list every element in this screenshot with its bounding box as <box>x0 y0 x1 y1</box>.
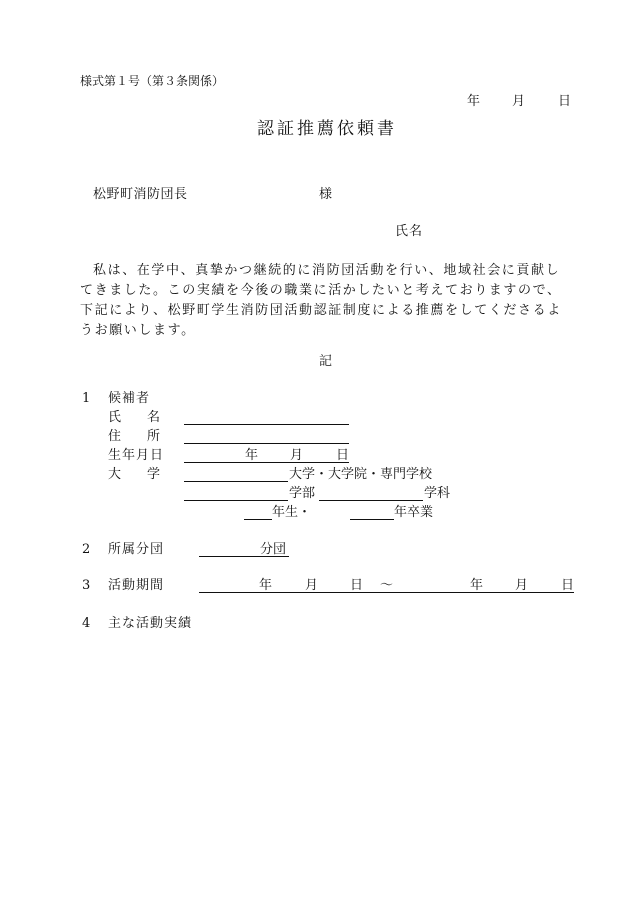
grade-year-line <box>244 519 272 520</box>
addressee-honorific: 様 <box>319 187 333 202</box>
graduation-suffix: 年卒業 <box>394 505 434 520</box>
birth-day-unit: 日 <box>336 448 350 463</box>
form-number: 様式第１号（第３条関係） <box>80 74 225 88</box>
period-start-year-unit: 年 <box>259 578 273 593</box>
applicant-name-label: 氏名 <box>395 224 424 239</box>
note-heading: 記 <box>319 354 333 369</box>
period-end-day-unit: 日 <box>561 578 575 593</box>
request-paragraph: 私は、在学中、真摯かつ継続的に消防団活動を行い、地域社会に貢献してきました。この実績を今後の職業に活かしたいと考えておりますので、下記により、松野町学生消防団活動認証制度による推薦をしてくださるようお願いします。 <box>80 263 562 338</box>
department-suffix: 学科 <box>424 486 451 501</box>
department-line <box>319 500 423 501</box>
section-2-number: 2 <box>82 542 91 557</box>
period-end-year-unit: 年 <box>470 578 484 593</box>
candidate-address-label: 住 所 <box>108 429 161 444</box>
birth-month-unit: 月 <box>290 448 304 463</box>
date-year-label: 年 <box>467 94 481 109</box>
candidate-birthdate-line <box>184 462 349 463</box>
addressee-name: 松野町消防団長 <box>93 187 188 202</box>
period-start-day-unit: 日 <box>350 578 364 593</box>
date-month-label: 月 <box>512 94 526 109</box>
school-type-options: 大学・大学院・専門学校 <box>289 467 433 482</box>
section-1-number: 1 <box>82 391 91 406</box>
section-4-label: 主な活動実績 <box>108 616 193 631</box>
university-name-line <box>184 481 288 482</box>
candidate-name-line <box>184 424 349 425</box>
candidate-university-label: 大 学 <box>108 467 161 482</box>
period-end-month-unit: 月 <box>515 578 529 593</box>
candidate-birthdate-label: 生年月日 <box>108 448 165 463</box>
candidate-address-line <box>184 443 349 444</box>
date-day-label: 日 <box>558 94 572 109</box>
candidate-name-label: 氏 名 <box>108 410 161 425</box>
section-3-label: 活動期間 <box>108 578 165 593</box>
document-title: 認証推薦依頼書 <box>257 119 397 139</box>
faculty-line <box>184 500 288 501</box>
period-separator: ～ <box>380 578 394 593</box>
graduation-year-line <box>350 519 394 520</box>
period-start-month-unit: 月 <box>305 578 319 593</box>
section-1-label: 候補者 <box>108 391 151 406</box>
branch-suffix: 分団 <box>260 542 287 557</box>
section-3-number: 3 <box>82 578 91 593</box>
faculty-suffix: 学部 <box>289 486 316 501</box>
birth-year-unit: 年 <box>245 448 259 463</box>
grade-suffix: 年生・ <box>272 505 312 520</box>
section-2-label: 所属分団 <box>108 542 165 557</box>
section-4-number: 4 <box>82 616 91 631</box>
